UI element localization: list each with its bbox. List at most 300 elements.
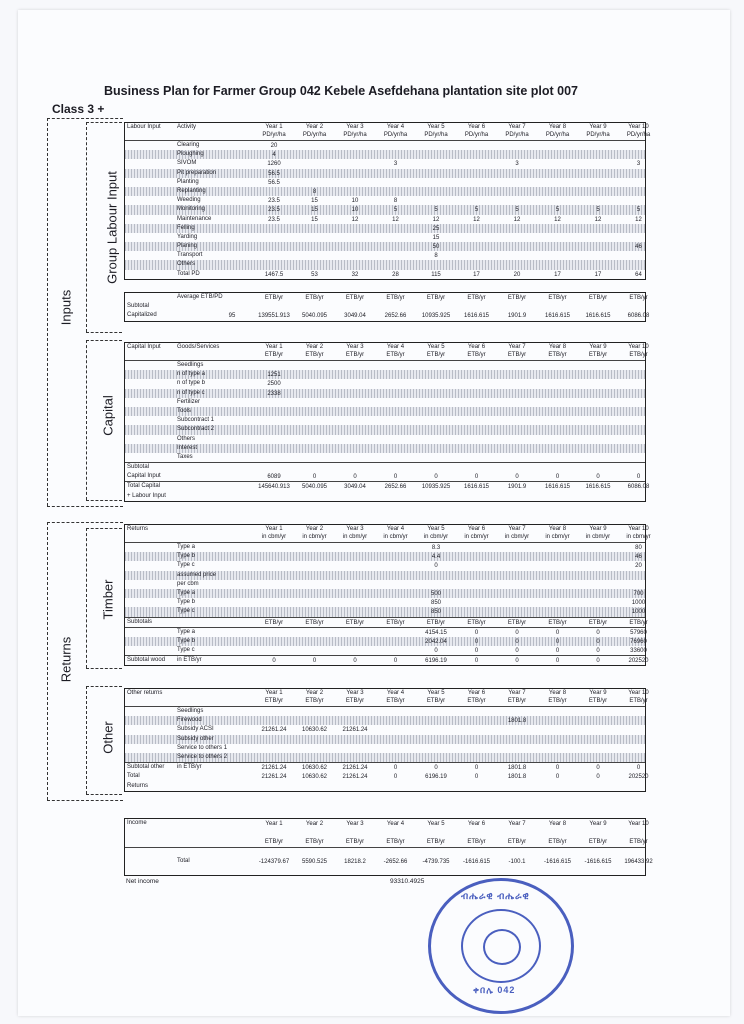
row-item: Type c (177, 647, 195, 654)
row-label: Returns (127, 782, 149, 789)
capital-row (125, 425, 645, 434)
table-cell: 0 (555, 648, 560, 655)
labour-header-row (125, 123, 651, 141)
table-cell: 0 (515, 474, 519, 481)
stamp-inner-ring (461, 909, 541, 983)
table-cell: 56.5 (268, 179, 280, 186)
labour-row (125, 159, 645, 168)
table-cell: ETB/yr (507, 619, 527, 626)
row-item: Type a (177, 628, 196, 635)
row-item: Monitoring (177, 206, 206, 213)
table-cell: 0 (434, 648, 438, 655)
table-cell: 1901.9 (507, 484, 527, 491)
table-cell: 3 (515, 161, 519, 168)
table-cell: 1616.615 (544, 313, 571, 320)
table-cell: ETB/yr (588, 295, 608, 301)
timber-table (124, 524, 651, 666)
table-cell: Year 2 in cbm/yr (302, 526, 327, 540)
table-cell: -2652.66 (383, 858, 408, 865)
table-cell: 12 (432, 216, 440, 223)
table-cell: 0 (312, 658, 317, 665)
stamp-text-bottom: ቀበሌ 042 (473, 985, 516, 995)
income-spacer-row (125, 848, 645, 857)
capital-row (125, 398, 645, 407)
table-cell: 2652.66 (384, 313, 407, 320)
table-cell: 8.3 (431, 545, 441, 551)
avg-etb-row (125, 293, 648, 302)
table-cell: 80 (635, 545, 642, 551)
row-item: Replanting (177, 187, 206, 194)
inputs-bracket (47, 118, 48, 506)
table-cell: 10935.925 (421, 313, 451, 320)
table-cell: Year 1 ETB/yr (264, 690, 284, 704)
table-cell: 6086.08 (627, 484, 650, 491)
table-cell: 5040.095 (301, 484, 328, 491)
table-cell: 6196.19 (425, 774, 447, 781)
row-label: Subtotals (127, 618, 153, 625)
timber-row (125, 543, 645, 552)
table-cell: 0 (596, 765, 600, 772)
row-item: Type b (177, 637, 196, 644)
table-cell: Year 10 (628, 821, 649, 827)
table-cell: 21261.24 (261, 727, 287, 734)
capital-header-row (125, 343, 649, 361)
table-cell: 0 (596, 474, 600, 481)
row-item: Total (177, 857, 190, 864)
table-cell: 12 (554, 216, 561, 223)
returns-bracket (47, 522, 48, 800)
table-cell: 0 (474, 765, 479, 772)
row-item: Yarding (177, 233, 198, 240)
table-cell: Year 5 ETB/yr (426, 344, 446, 358)
table-cell: 500 (430, 590, 441, 597)
labour-row (125, 242, 645, 251)
row-item: Planting (177, 178, 199, 185)
capital-total-label-row (125, 482, 650, 491)
income-unit-row (125, 837, 648, 847)
table-cell: 0 (474, 638, 479, 645)
row-label: Other returns (127, 690, 163, 696)
capital-bracket-bottom (86, 500, 122, 501)
table-cell: 0 (393, 474, 398, 481)
table-cell: Year 7 in cbm/yr (504, 526, 530, 540)
table-cell: 0 (596, 774, 600, 781)
table-cell: ETB/yr (264, 839, 284, 846)
labour-capitalized-row (125, 311, 650, 320)
row-label: Income (127, 820, 147, 826)
table-cell: 0 (515, 638, 519, 645)
table-cell: 50 (432, 244, 440, 251)
table-cell: 18218.2 (344, 858, 366, 865)
table-cell: 139551.913 (258, 313, 290, 320)
labour-row (125, 187, 645, 196)
row-item: Type a (177, 589, 196, 596)
table-cell: Year 5 (427, 821, 445, 827)
row-item: Transport (177, 252, 203, 259)
table-cell: Year 4 ETB/yr (386, 344, 405, 358)
table-cell: 1616.615 (544, 484, 571, 491)
table-cell: 0 (596, 629, 600, 636)
table-cell: 5590.525 (301, 858, 328, 865)
stamp-emblem (483, 929, 521, 965)
table-cell: 10935.925 (421, 484, 451, 491)
timber-wood-subtotal-row (125, 655, 649, 665)
table-cell: 1251 (267, 372, 281, 379)
table-cell: ETB/yr (426, 839, 446, 846)
table-cell: ETB/yr (548, 839, 567, 846)
timber-subtotal-row (125, 628, 645, 637)
other-row (125, 735, 645, 744)
table-cell: ETB/yr (629, 619, 648, 626)
table-cell: 6086.08 (627, 313, 650, 320)
table-cell: 0 (555, 774, 560, 781)
returns-bracket-top (47, 522, 123, 523)
table-cell: Year 5 in cbm/yr (423, 526, 449, 540)
row-label: Capitalized (127, 312, 157, 319)
table-cell: 6089 (267, 474, 281, 481)
table-cell: 0 (555, 638, 560, 645)
table-cell: 3049.04 (344, 313, 366, 320)
table-cell: ETB/yr (629, 839, 648, 846)
table-cell: Year 6 ETB/yr (467, 690, 486, 704)
table-cell: Year 9 PD/yr/ha (586, 124, 610, 138)
row-item: in ETB/yr (177, 657, 202, 664)
table-cell: ETB/yr (345, 839, 365, 846)
table-cell: 12 (473, 216, 480, 223)
table-cell: Year 6 in cbm/yr (464, 526, 489, 540)
table-cell: 8 (312, 188, 317, 195)
table-cell: 1801.8 (507, 718, 527, 725)
page-title: Business Plan for Farmer Group 042 Kebele Asefdehana plantation site plot 007 (104, 84, 578, 98)
table-cell: 5 (596, 207, 600, 214)
table-cell: Year 1 in cbm/yr (261, 526, 287, 540)
table-cell: 10630.62 (301, 774, 328, 781)
timber-bracket (86, 528, 87, 668)
timber-row (125, 589, 645, 598)
labour-row (125, 205, 645, 214)
row-item: Interest (177, 444, 198, 451)
table-cell: 0 (353, 474, 357, 481)
table-cell: 20 (270, 143, 278, 149)
table-cell: ETB/yr (426, 619, 446, 626)
table-cell: Year 6 PD/yr/ha (464, 124, 489, 138)
table-cell: 15 (432, 234, 440, 241)
table-cell: 0 (474, 658, 479, 665)
timber-row (125, 580, 645, 589)
table-cell: 0 (393, 774, 398, 781)
table-cell: 3 (636, 161, 641, 168)
table-cell: 56.5 (268, 170, 280, 177)
timber-row (125, 552, 645, 561)
table-cell: 20 (513, 271, 521, 278)
table-cell: ETB/yr (548, 619, 567, 626)
income-header-row (125, 819, 649, 828)
table-cell: 5 (555, 207, 560, 214)
table-cell: Year 4 PD/yr/ha (383, 124, 408, 138)
labour-row (125, 141, 645, 150)
row-label: Labour Input (127, 124, 161, 130)
table-cell: Year 6 ETB/yr (467, 344, 486, 358)
table-cell: 1467.5 (264, 271, 284, 278)
table-cell: ETB/yr (588, 839, 608, 846)
table-cell: ETB/yr (629, 295, 648, 301)
table-cell: 4.4 (431, 554, 441, 561)
other-total-row (125, 782, 645, 791)
table-cell: Year 8 ETB/yr (548, 690, 567, 704)
table-cell: 850 (430, 609, 441, 616)
table-cell: Year 4 (386, 821, 405, 827)
row-label: Total Capital (127, 483, 161, 490)
other-row (125, 716, 645, 725)
table-cell: -100.1 (508, 858, 526, 865)
other-label: Other (100, 721, 116, 754)
table-cell: 5 (636, 207, 641, 214)
table-cell: Year 10 ETB/yr (628, 690, 649, 704)
table-cell: 57960 (630, 629, 647, 636)
table-cell: 0 (393, 658, 398, 665)
table-cell: -1616.615 (462, 858, 491, 865)
table-cell: ETB/yr (588, 619, 608, 626)
row-item: n of type a (177, 371, 206, 378)
table-cell: Year 3 PD/yr/ha (343, 124, 367, 138)
group-labour-label: Group Labour Input (104, 171, 120, 284)
table-cell: 5040.095 (301, 313, 328, 320)
row-item: Others (177, 261, 196, 268)
table-cell: 17 (594, 271, 602, 278)
table-cell: 0 (555, 658, 560, 665)
table-cell: 700 (633, 590, 644, 597)
timber-header-row (125, 525, 651, 543)
table-cell: 46 (635, 244, 642, 251)
row-item: Activity (177, 124, 197, 130)
row-item: Type b (177, 553, 196, 560)
official-stamp (428, 878, 574, 1014)
table-cell: Year 8 ETB/yr (548, 344, 567, 358)
table-cell: 0 (555, 765, 560, 772)
other-bracket (86, 686, 87, 794)
capital-row (125, 389, 645, 398)
table-cell: Year 1 ETB/yr (264, 344, 284, 358)
table-cell: Year 9 (589, 821, 607, 827)
row-label: Subtotal other (127, 764, 165, 771)
table-cell: ETB/yr (507, 295, 527, 301)
table-cell: 28 (392, 271, 399, 278)
labour-bracket-top (86, 122, 122, 123)
income-total-row (125, 857, 653, 866)
timber-subtotal-row (125, 646, 645, 655)
row-item: Subsidy ACSI (177, 726, 214, 733)
capital-row (125, 379, 645, 388)
table-cell: Year 5 ETB/yr (426, 690, 446, 704)
table-cell: ETB/yr (467, 619, 486, 626)
capital-subtotal-row (125, 472, 645, 482)
labour-bracket (86, 122, 87, 332)
capital-row (125, 361, 645, 370)
timber-subtotal-row (125, 637, 645, 646)
table-cell: Year 9 ETB/yr (588, 690, 608, 704)
table-cell: -1616.615 (543, 858, 572, 865)
table-cell: ETB/yr (386, 619, 405, 626)
row-item: Pit preparation (177, 169, 217, 176)
row-item: Weeding (177, 197, 201, 204)
table-cell: 23.5 (268, 207, 280, 214)
table-cell: 0 (393, 765, 398, 772)
capital-bracket-top (86, 340, 122, 341)
row-item: Service to others 2 (177, 753, 228, 760)
other-bracket-bottom (86, 794, 122, 795)
table-cell: Year 7 (508, 821, 526, 827)
labour-bracket-bottom (86, 332, 122, 333)
table-cell: ETB/yr (426, 295, 446, 301)
income-spacer-row (125, 866, 645, 875)
table-cell: 0 (596, 638, 600, 645)
timber-row (125, 598, 645, 607)
table-cell: 5 (474, 207, 479, 214)
table-cell: 6196.19 (425, 658, 447, 665)
table-cell: 0 (434, 563, 438, 570)
table-cell: 0 (434, 765, 438, 772)
table-cell: ETB/yr (386, 839, 405, 846)
class-label: Class 3 + (52, 102, 105, 116)
table-cell: ETB/yr (507, 839, 527, 846)
labour-row (125, 178, 645, 187)
table-cell: 2652.66 (384, 484, 407, 491)
table-cell: 15 (311, 207, 318, 214)
income-table (124, 818, 653, 876)
table-cell: ETB/yr (386, 295, 405, 301)
table-cell: Year 8 PD/yr/ha (545, 124, 570, 138)
table-cell: ETB/yr (345, 295, 365, 301)
table-cell: 0 (596, 658, 600, 665)
row-lead-value: 95 (228, 313, 236, 320)
table-cell: 21261.24 (342, 727, 368, 734)
table-cell: 1901.9 (507, 313, 527, 320)
table-cell: Year 3 (346, 821, 364, 827)
row-item: Goods/Services (177, 344, 220, 350)
row-item: assumed price (177, 571, 217, 578)
row-item: Tools (177, 407, 192, 414)
other-subtotal-row (125, 762, 645, 772)
table-cell: 850 (430, 600, 441, 607)
table-cell: 115 (431, 271, 441, 278)
labour-row (125, 251, 645, 260)
table-cell: Year 7 PD/yr/ha (505, 124, 529, 138)
inputs-bracket-bottom (47, 506, 123, 507)
table-cell: Year 10 PD/yr/ha (626, 124, 651, 138)
table-cell: 0 (272, 658, 276, 665)
table-cell: 5 (515, 207, 519, 214)
row-label: Returns (127, 526, 149, 532)
table-cell: 0 (474, 774, 479, 781)
other-bracket-top (86, 686, 122, 687)
table-cell: 15 (311, 216, 318, 223)
capital-row (125, 407, 645, 416)
table-cell: 2042.04 (425, 638, 447, 645)
capital-row (125, 435, 645, 444)
table-cell: 46 (635, 554, 642, 561)
labour-row (125, 169, 645, 178)
table-cell: 1000 (631, 609, 646, 616)
labour-row (125, 224, 645, 233)
table-cell: 0 (555, 474, 560, 481)
table-cell: 3049.04 (344, 484, 366, 491)
table-cell: 2500 (267, 381, 281, 388)
row-item: per cbm (177, 580, 199, 587)
table-cell: ETB/yr (467, 295, 486, 301)
table-cell: 1000 (631, 600, 646, 607)
table-cell: ETB/yr (264, 619, 284, 626)
labour-row (125, 215, 645, 224)
table-cell: Year 1 (265, 821, 283, 827)
table-cell: 1260 (267, 161, 281, 168)
table-cell: 21261.24 (261, 765, 287, 772)
table-cell: 4 (272, 152, 276, 159)
table-cell: 23.5 (268, 198, 280, 205)
table-cell: 0 (515, 658, 519, 665)
row-label: Subtotal (127, 303, 150, 310)
capital-row (125, 370, 645, 379)
table-cell: 202520 (628, 774, 649, 781)
inputs-bracket-top (47, 118, 123, 119)
table-cell: 12 (351, 216, 359, 223)
row-item: n of type c (177, 389, 205, 396)
table-cell: Year 2 ETB/yr (305, 344, 324, 358)
row-item: Taxes (177, 453, 193, 460)
capital-subtotal-label-row (125, 462, 645, 472)
table-cell: Year 6 (467, 821, 486, 827)
row-item: Subcontract 2 (177, 426, 215, 433)
row-item: Type c (177, 608, 195, 615)
other-row (125, 707, 645, 716)
row-label: + Labour Input (127, 492, 166, 499)
table-cell: 145640.913 (258, 484, 290, 491)
labour-row (125, 233, 645, 242)
table-cell: 0 (636, 765, 641, 772)
table-cell: -1616.615 (584, 858, 612, 865)
inputs-label: Inputs (58, 289, 74, 326)
labour-subtotal-row (125, 302, 645, 311)
row-label: Capital Input (127, 473, 161, 480)
table-cell: Year 4 in cbm/yr (383, 526, 408, 540)
table-cell: ETB/yr (548, 295, 567, 301)
table-cell: ETB/yr (345, 619, 365, 626)
timber-subtotals-row (125, 617, 648, 628)
timber-row (125, 607, 645, 616)
timber-row (125, 561, 645, 570)
table-cell: 8 (434, 253, 438, 260)
table-cell: Year 9 in cbm/yr (585, 526, 611, 540)
income-spacer-row (125, 828, 645, 837)
table-cell: 1616.615 (463, 313, 490, 320)
table-cell: 21261.24 (342, 774, 368, 781)
row-item: Ploughing (177, 151, 204, 158)
table-cell: 10 (351, 198, 359, 205)
table-cell: -124379.67 (258, 858, 290, 865)
table-cell: 12 (594, 216, 602, 223)
table-cell: ETB/yr (305, 839, 324, 846)
table-cell: 1801.8 (507, 765, 527, 772)
table-cell: ETB/yr (467, 839, 486, 846)
table-cell: Year 3 ETB/yr (345, 690, 365, 704)
row-item: Seedlings (177, 708, 204, 714)
row-item: Type a (177, 544, 196, 550)
table-cell: -4739.735 (422, 858, 450, 865)
row-label: Total (127, 773, 140, 780)
table-cell: 0 (636, 474, 641, 481)
table-cell: 0 (555, 629, 560, 636)
row-item: Subsidy other (177, 735, 214, 742)
table-cell: 1616.615 (585, 484, 611, 491)
